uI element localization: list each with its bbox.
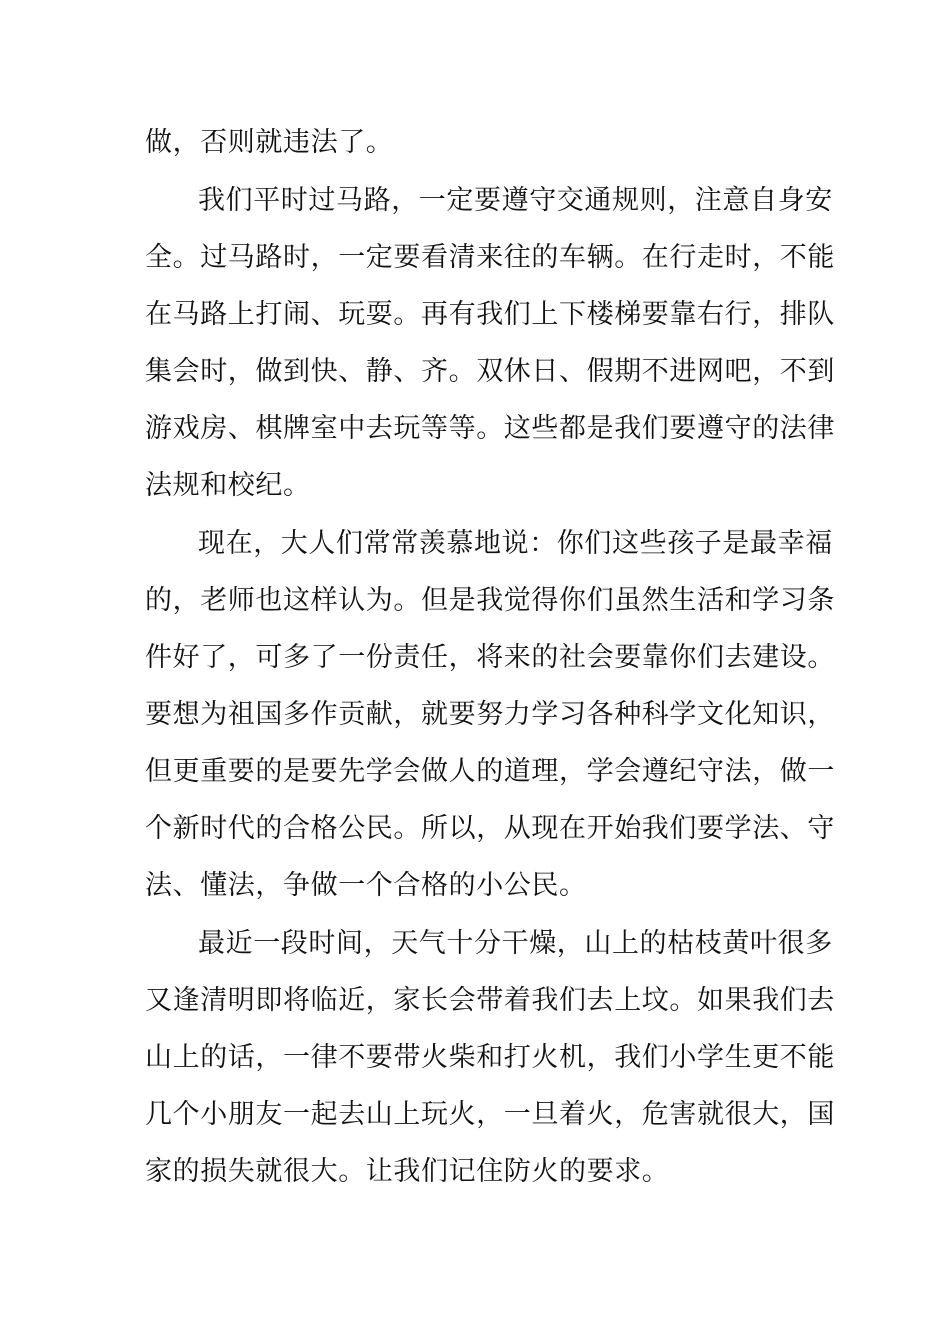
text-line: 又逢清明即将临近，家长会带着我们去上坟。如果我们去 bbox=[145, 985, 835, 1016]
text-line: 的，老师也这样认为。但是我觉得你们虽然生活和学习条 bbox=[145, 585, 835, 616]
text-line: 我们平时过马路，一定要遵守交通规则，注意自身安 bbox=[198, 185, 833, 216]
text-line: 几个小朋友一起去山上玩火，一旦着火，危害就很大，国 bbox=[145, 1099, 835, 1130]
text-line: 在马路上打闹、玩耍。再有我们上下楼梯要靠右行，排队 bbox=[145, 299, 835, 330]
text-line: 家的损失就很大。让我们记住防火的要求。 bbox=[145, 1156, 670, 1187]
text-line: 现在，大人们常常羡慕地说：你们这些孩子是最幸福 bbox=[198, 528, 833, 559]
text-line: 但更重要的是要先学会做人的道理，学会遵纪守法，做一 bbox=[145, 756, 835, 787]
text-line: 做，否则就违法了。 bbox=[145, 127, 394, 158]
text-line: 要想为祖国多作贡献，就要努力学习各种科学文化知识， bbox=[145, 699, 835, 730]
text-line: 游戏房、棋牌室中去玩等等。这些都是我们要遵守的法律 bbox=[145, 413, 835, 444]
text-line: 全。过马路时，一定要看清来往的车辆。在行走时，不能 bbox=[145, 242, 835, 273]
text-line: 法规和校纪。 bbox=[145, 470, 311, 501]
text-line: 山上的话，一律不要带火柴和打火机，我们小学生更不能 bbox=[145, 1042, 835, 1073]
text-line: 个新时代的合格公民。所以，从现在开始我们要学法、守 bbox=[145, 813, 835, 844]
text-line: 集会时，做到快、静、齐。双休日、假期不进网吧，不到 bbox=[145, 356, 835, 387]
text-line: 最近一段时间，天气十分干燥，山上的枯枝黄叶很多 bbox=[198, 928, 833, 959]
text-line: 件好了，可多了一份责任，将来的社会要靠你们去建设。 bbox=[145, 642, 835, 673]
text-line: 法、懂法，争做一个合格的小公民。 bbox=[145, 870, 587, 901]
